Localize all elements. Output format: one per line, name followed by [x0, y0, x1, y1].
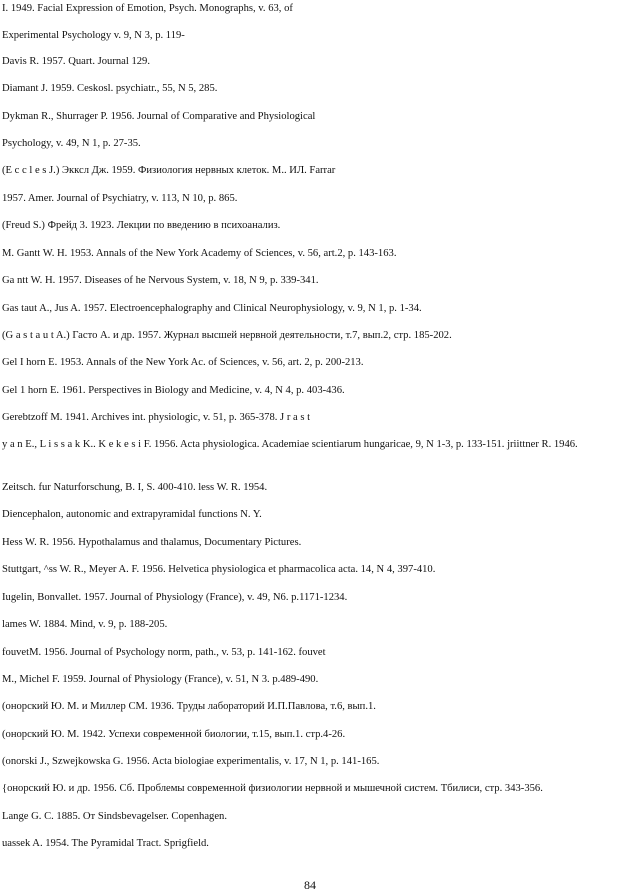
reference-line: (онорский Ю. М. и Миллер СМ. 1936. Труды лабораторий И.П.Павлова, т.6, вып.1. — [2, 701, 376, 712]
reference-line: Gel I horn E. 1953. Annals of the New York Ac. of Sciences, v. 56, art. 2, p. 200-213. — [2, 357, 364, 368]
reference-line: Zeitsch. fur Naturforschung, B. I, S. 400-410. less W. R. 1954. — [2, 482, 268, 493]
reference-line: Diencephalon, autonomic and extrapyramidal functions N. Y. — [2, 509, 262, 520]
reference-line: {онорский Ю. и др. 1956. Сб. Проблемы современной физиологии нервной и мышечной систем. Тбилиси, стр. 343-356. — [2, 783, 543, 794]
page-number: 84 — [304, 878, 316, 892]
reference-line: (Freud S.) Фрейд 3. 1923. Лекции по введению в психоанализ. — [2, 220, 281, 231]
reference-line: Lange G. C. 1885. От Sindsbevagelser. Copenhagen. — [2, 811, 227, 822]
reference-line: (onorski J., Szwejkowska G. 1956. Acta biologiae experimentalis, v. 17, N 1, p. 141-165. — [2, 756, 380, 767]
reference-line: Ga ntt W. H. 1957. Diseases of he Nervous System, v. 18, N 9, p. 339-341. — [2, 275, 319, 286]
reference-line: Diamant J. 1959. Ceskosl. psychiatr., 55, N 5, 285. — [2, 83, 218, 94]
reference-line: Gel 1 horn E. 1961. Perspectives in Biology and Medicine, v. 4, N 4, p. 403-436. — [2, 385, 345, 396]
reference-line: Stuttgart, ^ss W. R., Meyer A. F. 1956. Helvetica physiologica et pharmacolica acta. 14, N 4, 397-410. — [2, 564, 436, 575]
reference-line: 1957. Amer. Journal of Psychiatry, v. 113, N 10, p. 865. — [2, 193, 238, 204]
reference-line: lames W. 1884. Mind, v. 9, p. 188-205. — [2, 619, 168, 630]
reference-line: Psychology, v. 49, N 1, p. 27-35. — [2, 138, 141, 149]
reference-line: uassek A. 1954. The Pyramidal Tract. Sprigfield. — [2, 838, 209, 849]
reference-line: (G a s t a u t A.) Гасто А. и др. 1957. Журнал высшей нервной деятельности, т.7, вып.2, стр. 185-202. — [2, 330, 452, 341]
reference-line: M. Gantt W. H. 1953. Annals of the New York Academy of Sciences, v. 56, art.2, p. 143-163. — [2, 248, 397, 259]
reference-line: (E c c l e s J.) Экксл Дж. 1959. Физиология нервных клеток. М.. ИЛ. Farrar — [2, 165, 336, 176]
reference-line: Gerebtzoff M. 1941. Archives int. physiologic, v. 51, p. 365-378. J r a s t — [2, 412, 311, 423]
reference-line: Dykman R., Shurrager P. 1956. Journal of Comparative and Physiological — [2, 111, 316, 122]
reference-line: M., Michel F. 1959. Journal of Physiology (France), v. 51, N 3. p.489-490. — [2, 674, 319, 685]
reference-line: I. 1949. Facial Expression of Emotion, Psych. Monographs, v. 63, of — [2, 3, 293, 14]
reference-line: Davis R. 1957. Quart. Journal 129. — [2, 56, 151, 67]
reference-line: Hess W. R. 1956. Hypothalamus and thalamus, Documentary Pictures. — [2, 537, 302, 548]
reference-line: Gas taut A., Jus A. 1957. Electroencephalography and Clinical Neurophysiology, v. 9, N 1, p. 1-34. — [2, 303, 422, 314]
reference-line: Iugelin, Bonvallet. 1957. Journal of Physiology (France), v. 49, N6. p.1171-1234. — [2, 592, 348, 603]
reference-line: (онорский Ю. М. 1942. Успехи современной биологии, т.15, вып.1. стр.4-26. — [2, 729, 346, 740]
reference-line: Experimental Psychology v. 9, N 3, p. 119- — [2, 30, 185, 41]
reference-line: fouvetM. 1956. Journal of Psychology norm, path., v. 53, p. 141-162. fouvet — [2, 647, 326, 658]
reference-line: y a n E., L i s s a k K.. K e k e s i F. 1956. Acta physiologica. Academiae scientiarum hungaricae, 9, N 1-3, p. 133-151. jriittner R. 1946. — [2, 439, 578, 450]
